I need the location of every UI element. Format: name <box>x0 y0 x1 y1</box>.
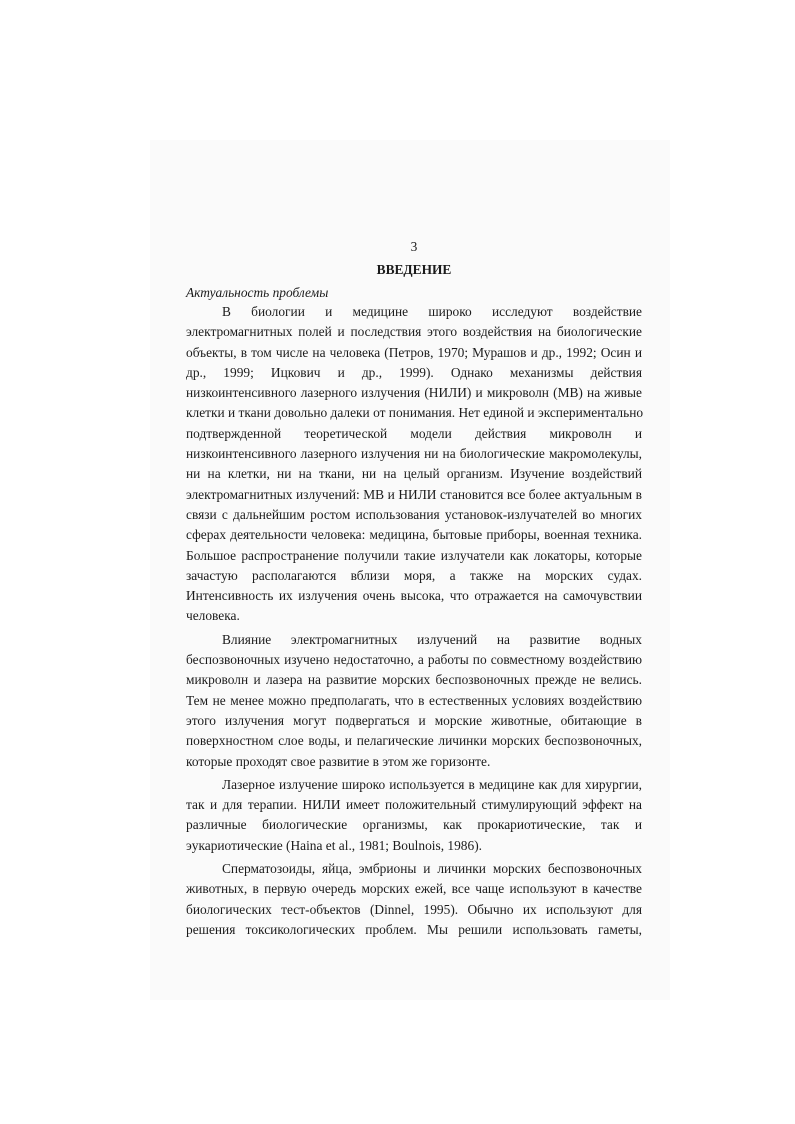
section-subtitle: Актуальность проблемы <box>186 285 329 300</box>
paragraph <box>186 302 642 627</box>
text-line: клетки и ткани довольно далеки от понимания. Нет единой и экспериментально <box>186 405 644 421</box>
text-line: беспозвоночных изучено недостаточно, а работы по совместному воздействию <box>186 652 642 668</box>
text-line: которые проходят свое развитие в этом же горизонте. <box>186 753 491 769</box>
text-line: низкоинтенсивного лазерного излучения ни на биологические макромолекулы, <box>186 446 642 462</box>
text-line: Сперматозоиды, яйца, эмбрионы и личинки морских беспозвоночных <box>222 861 642 877</box>
text-line: различные биологические организмы, как прокариотические, так и <box>186 817 642 833</box>
text-line: объекты, в том числе на человека (Петров, 1970; Мурашов и др., 1992; Осин и <box>186 344 642 360</box>
text-line: Тем не менее можно предполагать, что в естественных условиях воздействию <box>186 692 642 708</box>
paragraph <box>186 859 642 940</box>
text-line: решения токсикологических проблем. Мы решили использовать гаметы, <box>186 921 642 937</box>
paragraphs <box>186 302 642 940</box>
text-line: электромагнитных полей и последствия этого воздействия на биологические <box>186 324 642 340</box>
text-line: эукариотические (Haina et al., 1981; Boulnois, 1986). <box>186 837 482 853</box>
document-body <box>186 235 642 943</box>
paragraph <box>186 775 642 856</box>
text-line: этого излучения могут подвергаться и морские животные, обитающие в <box>186 712 642 728</box>
page-title: ВВЕДЕНИЕ <box>376 262 452 277</box>
text-line: ни на клетки, ни на ткани, ни на целый организм. Изучение воздействий <box>186 466 642 482</box>
text-line: В биологии и медицине широко исследуют воздействие <box>222 304 642 319</box>
text-line: микроволн и лазера на развитие морских беспозвоночных прежде не велись. <box>186 672 642 688</box>
text-line: Влияние электромагнитных излучений на развитие водных <box>222 631 642 647</box>
text-line: низкоинтенсивного лазерного излучения (НИЛИ) и микроволн (МВ) на живые <box>186 385 642 401</box>
text-line: связи с дальнейшим ростом использования установок-излучателей во многих <box>186 506 642 522</box>
text-line: Лазерное излучение широко используется в медицине как для хирургии, <box>222 776 642 792</box>
text-line: так и для терапии. НИЛИ имеет положительный стимулирующий эффект на <box>186 797 642 813</box>
text-line: поверхностном слое воды, и пелагические личинки морских беспозвоночных, <box>186 733 642 749</box>
text-line: подтвержденной теоретической модели действия микроволн и <box>186 425 642 441</box>
page-number: 3 <box>410 239 418 254</box>
text-line: животных, в первую очередь морских ежей, все чаще используют в качестве <box>186 881 642 897</box>
text-line: электромагнитных излучений: МВ и НИЛИ становится все более актуальным в <box>186 486 642 502</box>
text-line: др., 1999; Ицкович и др., 1999). Однако механизмы действия <box>186 364 642 380</box>
text-line: зачастую располагаются вблизи моря, а также на морских судах. <box>186 567 642 583</box>
text-line: человека. <box>186 608 240 624</box>
text-line: биологических тест-объектов (Dinnel, 1995). Обычно их используют для <box>186 901 642 917</box>
text-line: сферах деятельности человека: медицина, бытовые приборы, военная техника. <box>186 527 642 543</box>
text-line: Большое распространение получили такие излучатели как локаторы, которые <box>186 547 642 563</box>
paragraph <box>186 630 642 772</box>
text-line: Интенсивность их излучения очень высока, что отражается на самочувствии <box>186 588 642 604</box>
